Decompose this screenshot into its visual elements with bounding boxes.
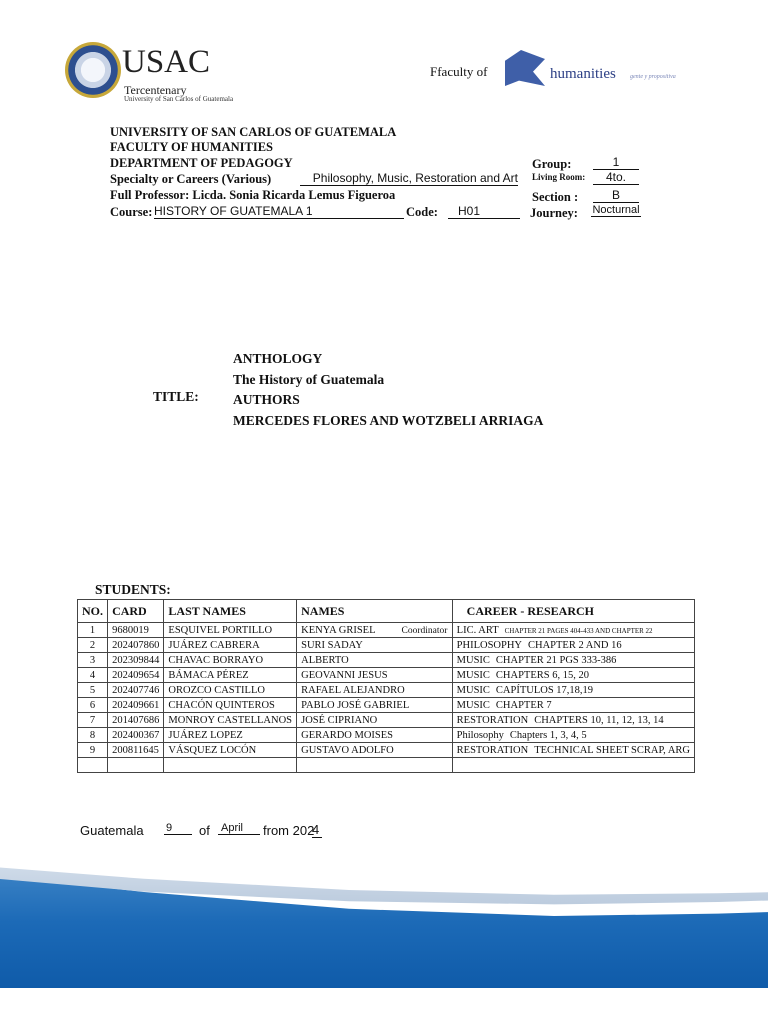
humanities-tagline: gente y propositiva — [630, 74, 676, 80]
code-value: H01 — [448, 204, 520, 219]
table-row — [78, 698, 695, 713]
student-name: GUSTAVO ADOLFO — [301, 744, 394, 756]
table-row — [78, 653, 695, 668]
table-row — [78, 638, 695, 653]
cell-card: 202409654 — [108, 668, 164, 683]
professor-line: Full Professor: Licda. Sonia Ricarda Lemus Figueroa — [110, 188, 396, 202]
title-line-history: The History of Guatemala — [233, 372, 385, 387]
table-row — [78, 758, 695, 773]
cell-no: 3 — [78, 653, 108, 668]
table-row — [78, 668, 695, 683]
cell-last-names: VÁSQUEZ LOCÓN — [164, 743, 297, 758]
cell-last-names: MONROY CASTELLANOS — [164, 713, 297, 728]
cell-last-names: CHAVAC BORRAYO — [164, 653, 297, 668]
university-subtitle: University of San Carlos of Guatemala — [124, 95, 234, 103]
cell-career-research — [452, 713, 694, 728]
research: TECHNICAL SHEET SCRAP, ARG — [534, 744, 690, 756]
cell-card: 202407860 — [108, 638, 164, 653]
student-name: ALBERTO — [301, 654, 349, 666]
career: RESTORATION — [456, 714, 529, 726]
living-room-value: 4to. — [593, 170, 639, 185]
cell-career-research — [452, 668, 694, 683]
specialty-label: Specialty or Careers (Various) — [110, 172, 272, 186]
research: CAPÍTULOS 17,18,19 — [495, 684, 594, 696]
cell-no: 1 — [78, 623, 108, 638]
tercentenary-text: Tercentenary — [124, 83, 187, 97]
cell-career-research — [452, 623, 694, 638]
department-name: DEPARTMENT OF PEDAGOGY — [110, 156, 293, 170]
cell-career-research — [452, 743, 694, 758]
cell-career-research — [452, 728, 694, 743]
student-name: SURI SADAY — [301, 639, 363, 651]
career: PHILOSOPHY — [456, 639, 522, 651]
date-year-end: 4 — [312, 822, 322, 838]
cell-names — [297, 743, 453, 758]
cell-names — [297, 653, 453, 668]
table-row — [78, 623, 695, 638]
students-table — [77, 599, 695, 773]
cell-last-names: OROZCO CASTILLO — [164, 683, 297, 698]
date-of: of — [199, 823, 210, 838]
research: CHAPTERS 6, 15, 20 — [495, 669, 589, 681]
faculty-of-text: Ffaculty of — [430, 64, 488, 79]
code-label: Code: — [406, 205, 438, 219]
cell-no: 2 — [78, 638, 108, 653]
cell-career-research — [452, 653, 694, 668]
cell-career-research — [452, 698, 694, 713]
col-card-header: CARD — [108, 600, 164, 623]
research: Chapters 1, 3, 4, 5 — [509, 729, 587, 741]
cell-no: 5 — [78, 683, 108, 698]
cell-card: 202309844 — [108, 653, 164, 668]
cell-no: 7 — [78, 713, 108, 728]
student-name: GERARDO MOISES — [301, 729, 393, 741]
cell-no: 9 — [78, 743, 108, 758]
career: MUSIC — [456, 669, 490, 681]
cell-card: 200811645 — [108, 743, 164, 758]
table-row — [78, 683, 695, 698]
coordinator-role: Coordinator — [401, 625, 448, 636]
course-value: HISTORY OF GUATEMALA 1 — [154, 204, 404, 219]
career: Philosophy — [456, 729, 504, 741]
cell-last-names: BÁMACA PÉREZ — [164, 668, 297, 683]
cell-names — [297, 758, 453, 773]
cell-card: 202407746 — [108, 683, 164, 698]
research: CHAPTER 2 AND 16 — [528, 639, 622, 651]
table-header-row — [78, 600, 695, 623]
col-names-header: NAMES — [297, 600, 453, 623]
university-name: UNIVERSITY OF SAN CARLOS OF GUATEMALA — [110, 125, 397, 139]
cell-names — [297, 728, 453, 743]
col-no-header: NO. — [78, 600, 108, 623]
cell-no: 4 — [78, 668, 108, 683]
research: CHAPTER 7 — [495, 699, 552, 711]
date-day: 9 — [164, 822, 192, 835]
cell-card — [108, 758, 164, 773]
col-career-header: CAREER - RESEARCH — [452, 600, 694, 623]
faculty-name: FACULTY OF HUMANITIES — [110, 140, 273, 154]
title-label: TITLE: — [153, 389, 199, 404]
humanities-logo-text: humanities — [550, 66, 616, 82]
table-row — [78, 713, 695, 728]
student-name: KENYA GRISEL — [301, 624, 376, 636]
research: CHAPTER 21 PGS 333-386 — [495, 654, 617, 666]
living-room-label: Living Room: — [532, 172, 586, 182]
date-year-prefix: from 202 — [263, 823, 315, 838]
cell-no — [78, 758, 108, 773]
student-name: RAFAEL ALEJANDRO — [301, 684, 405, 696]
cell-no: 6 — [78, 698, 108, 713]
cell-last-names: ESQUIVEL PORTILLO — [164, 623, 297, 638]
cell-no: 8 — [78, 728, 108, 743]
usac-logo-text: USAC — [122, 44, 211, 80]
date-place: Guatemala — [80, 823, 144, 838]
table-row — [78, 728, 695, 743]
section-value: B — [593, 188, 639, 203]
cell-card: 202400367 — [108, 728, 164, 743]
career: MUSIC — [456, 684, 490, 696]
cell-last-names — [164, 758, 297, 773]
cell-career-research — [452, 683, 694, 698]
title-line-author-names: MERCEDES FLORES AND WOTZBELI ARRIAGA — [233, 413, 544, 428]
cell-names — [297, 623, 453, 638]
career: MUSIC — [456, 699, 490, 711]
cell-career-research — [452, 638, 694, 653]
student-name: JOSÉ CIPRIANO — [301, 714, 378, 726]
cell-card: 202409661 — [108, 698, 164, 713]
cell-names — [297, 698, 453, 713]
course-label: Course: — [110, 205, 153, 219]
cell-names — [297, 668, 453, 683]
cell-last-names: JUÁREZ CABRERA — [164, 638, 297, 653]
research: CHAPTER 21 PAGES 404-433 AND CHAPTER 22 — [504, 626, 653, 635]
humanities-logo-icon — [505, 50, 545, 86]
career: RESTORATION — [456, 744, 529, 756]
cell-card: 9680019 — [108, 623, 164, 638]
group-value: 1 — [593, 155, 639, 170]
cell-last-names: CHACÓN QUINTEROS — [164, 698, 297, 713]
usac-seal-logo — [65, 42, 121, 98]
cell-card: 201407686 — [108, 713, 164, 728]
cell-names — [297, 638, 453, 653]
career: MUSIC — [456, 654, 490, 666]
journey-label: Journey: — [530, 206, 578, 220]
cell-names — [297, 683, 453, 698]
col-last-names-header: LAST NAMES — [164, 600, 297, 623]
cell-last-names: JUÁREZ LOPEZ — [164, 728, 297, 743]
title-line-anthology: ANTHOLOGY — [233, 351, 323, 366]
specialty-value: Philosophy, Music, Restoration and Art — [300, 171, 518, 186]
section-label: Section : — [532, 190, 579, 204]
date-month: April — [218, 822, 260, 835]
table-row — [78, 743, 695, 758]
students-heading: STUDENTS: — [95, 582, 171, 597]
cell-career-research — [452, 758, 694, 773]
cell-names — [297, 713, 453, 728]
student-name: PABLO JOSÉ GABRIEL — [301, 699, 410, 711]
student-name: GEOVANNI JESUS — [301, 669, 388, 681]
title-line-authors: AUTHORS — [233, 392, 300, 407]
journey-value: Nocturnal — [592, 204, 640, 216]
group-label: Group: — [532, 157, 572, 171]
career: LIC. ART — [456, 624, 499, 636]
research: CHAPTERS 10, 11, 12, 13, 14 — [534, 714, 664, 726]
